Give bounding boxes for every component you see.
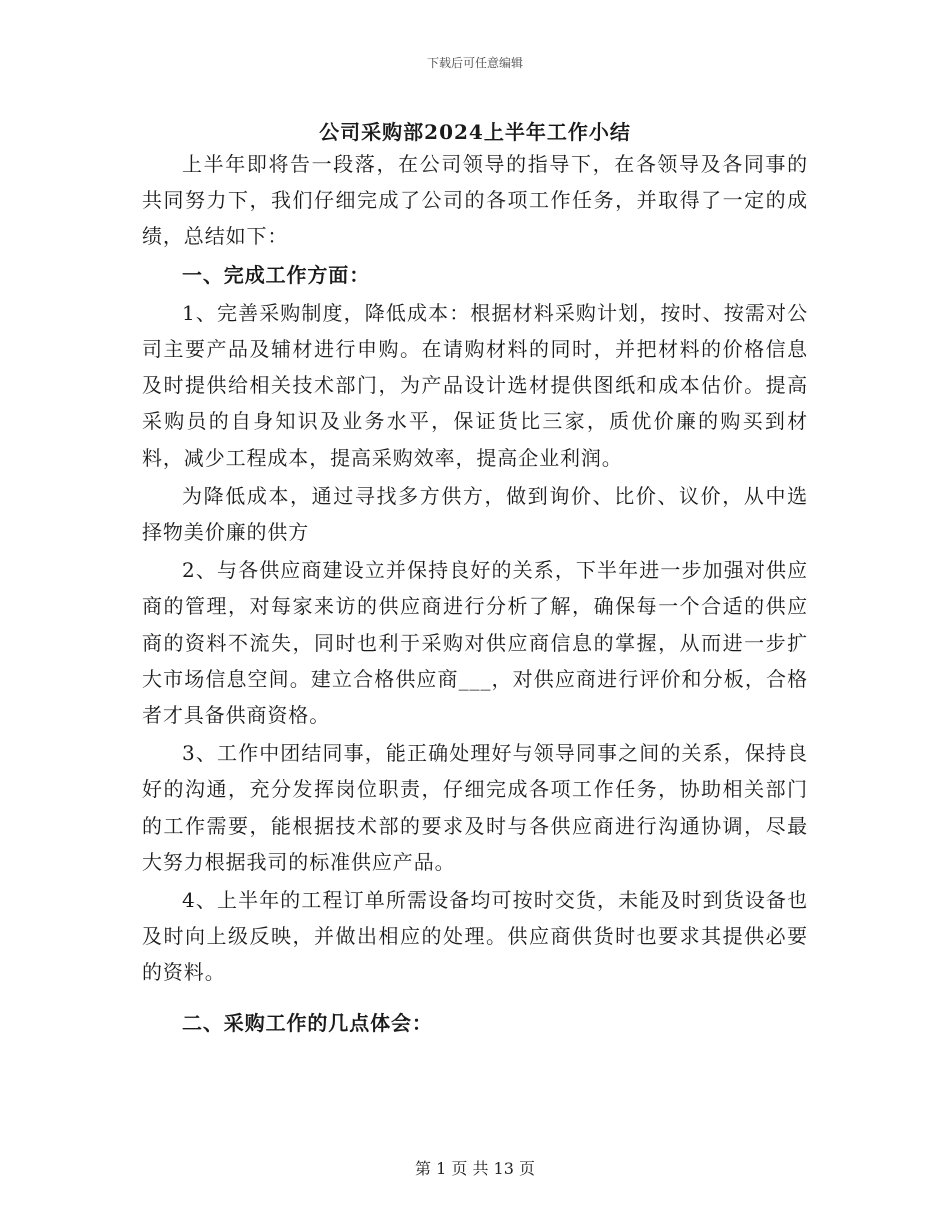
document-title: 公司采购部2024上半年工作小结 <box>319 120 631 144</box>
paragraph-cost-reduction: 为降低成本，通过寻找多方供方，做到询价、比价、议价，从中选择物美价廉的供方 <box>142 483 808 545</box>
section-heading-2: 二、采购工作的几点体会： <box>182 1010 433 1035</box>
intro-paragraph: 上半年即将告一段落，在公司领导的指导下，在各领导及各同事的共同努力下，我们仔细完成了公司的各项工作任务，并取得了一定的成绩，总结如下： <box>142 152 808 249</box>
paragraph-item-4: 4、上半年的工程订单所需设备均可按时交货，未能及时到货设备也及时向上级反映，并做出相应的处理。供应商供货时也要求其提供必要的资料。 <box>142 888 808 985</box>
paragraph-item-1: 1、完善采购制度，降低成本：根据材料采购计划，按时、按需对公司主要产品及辅材进行申购。在请购材料的同时，并把材料的价格信息及时提供给相关技术部门，为产品设计选材提供图纸和成本估价。提高采购员的自身知识及业务水平，保证货比三家，质优价廉的购买到材料，减少工程成本，提高采购效率，提高企业利润。 <box>142 300 808 470</box>
document-body <box>142 146 808 1043</box>
paragraph-item-2: 2、与各供应商建设立并保持良好的关系，下半年进一步加强对供应商的管理，对每家来访的供应商进行分析了解，确保每一个合适的供应商的资料不流失，同时也利于采购对供应商信息的掌握，从而进一步扩大市场信息空间。建立合格供应商___，对供应商进行评价和分板，合格者才具备供商资格。 <box>142 558 808 728</box>
paragraph-item-3: 3、工作中团结同事，能正确处理好与领导同事之间的关系，保持良好的沟通，充分发挥岗位职责，仔细完成各项工作任务，协助相关部门的工作需要，能根据技术部的要求及时与各供应商进行沟通协调，尽最大努力根据我司的标准供应产品。 <box>142 741 808 874</box>
section-heading-1: 一、完成工作方面： <box>182 262 371 287</box>
page-footer: 第 1 页 共 13 页 <box>415 1159 535 1178</box>
header-note: 下载后可任意编辑 <box>426 56 523 70</box>
